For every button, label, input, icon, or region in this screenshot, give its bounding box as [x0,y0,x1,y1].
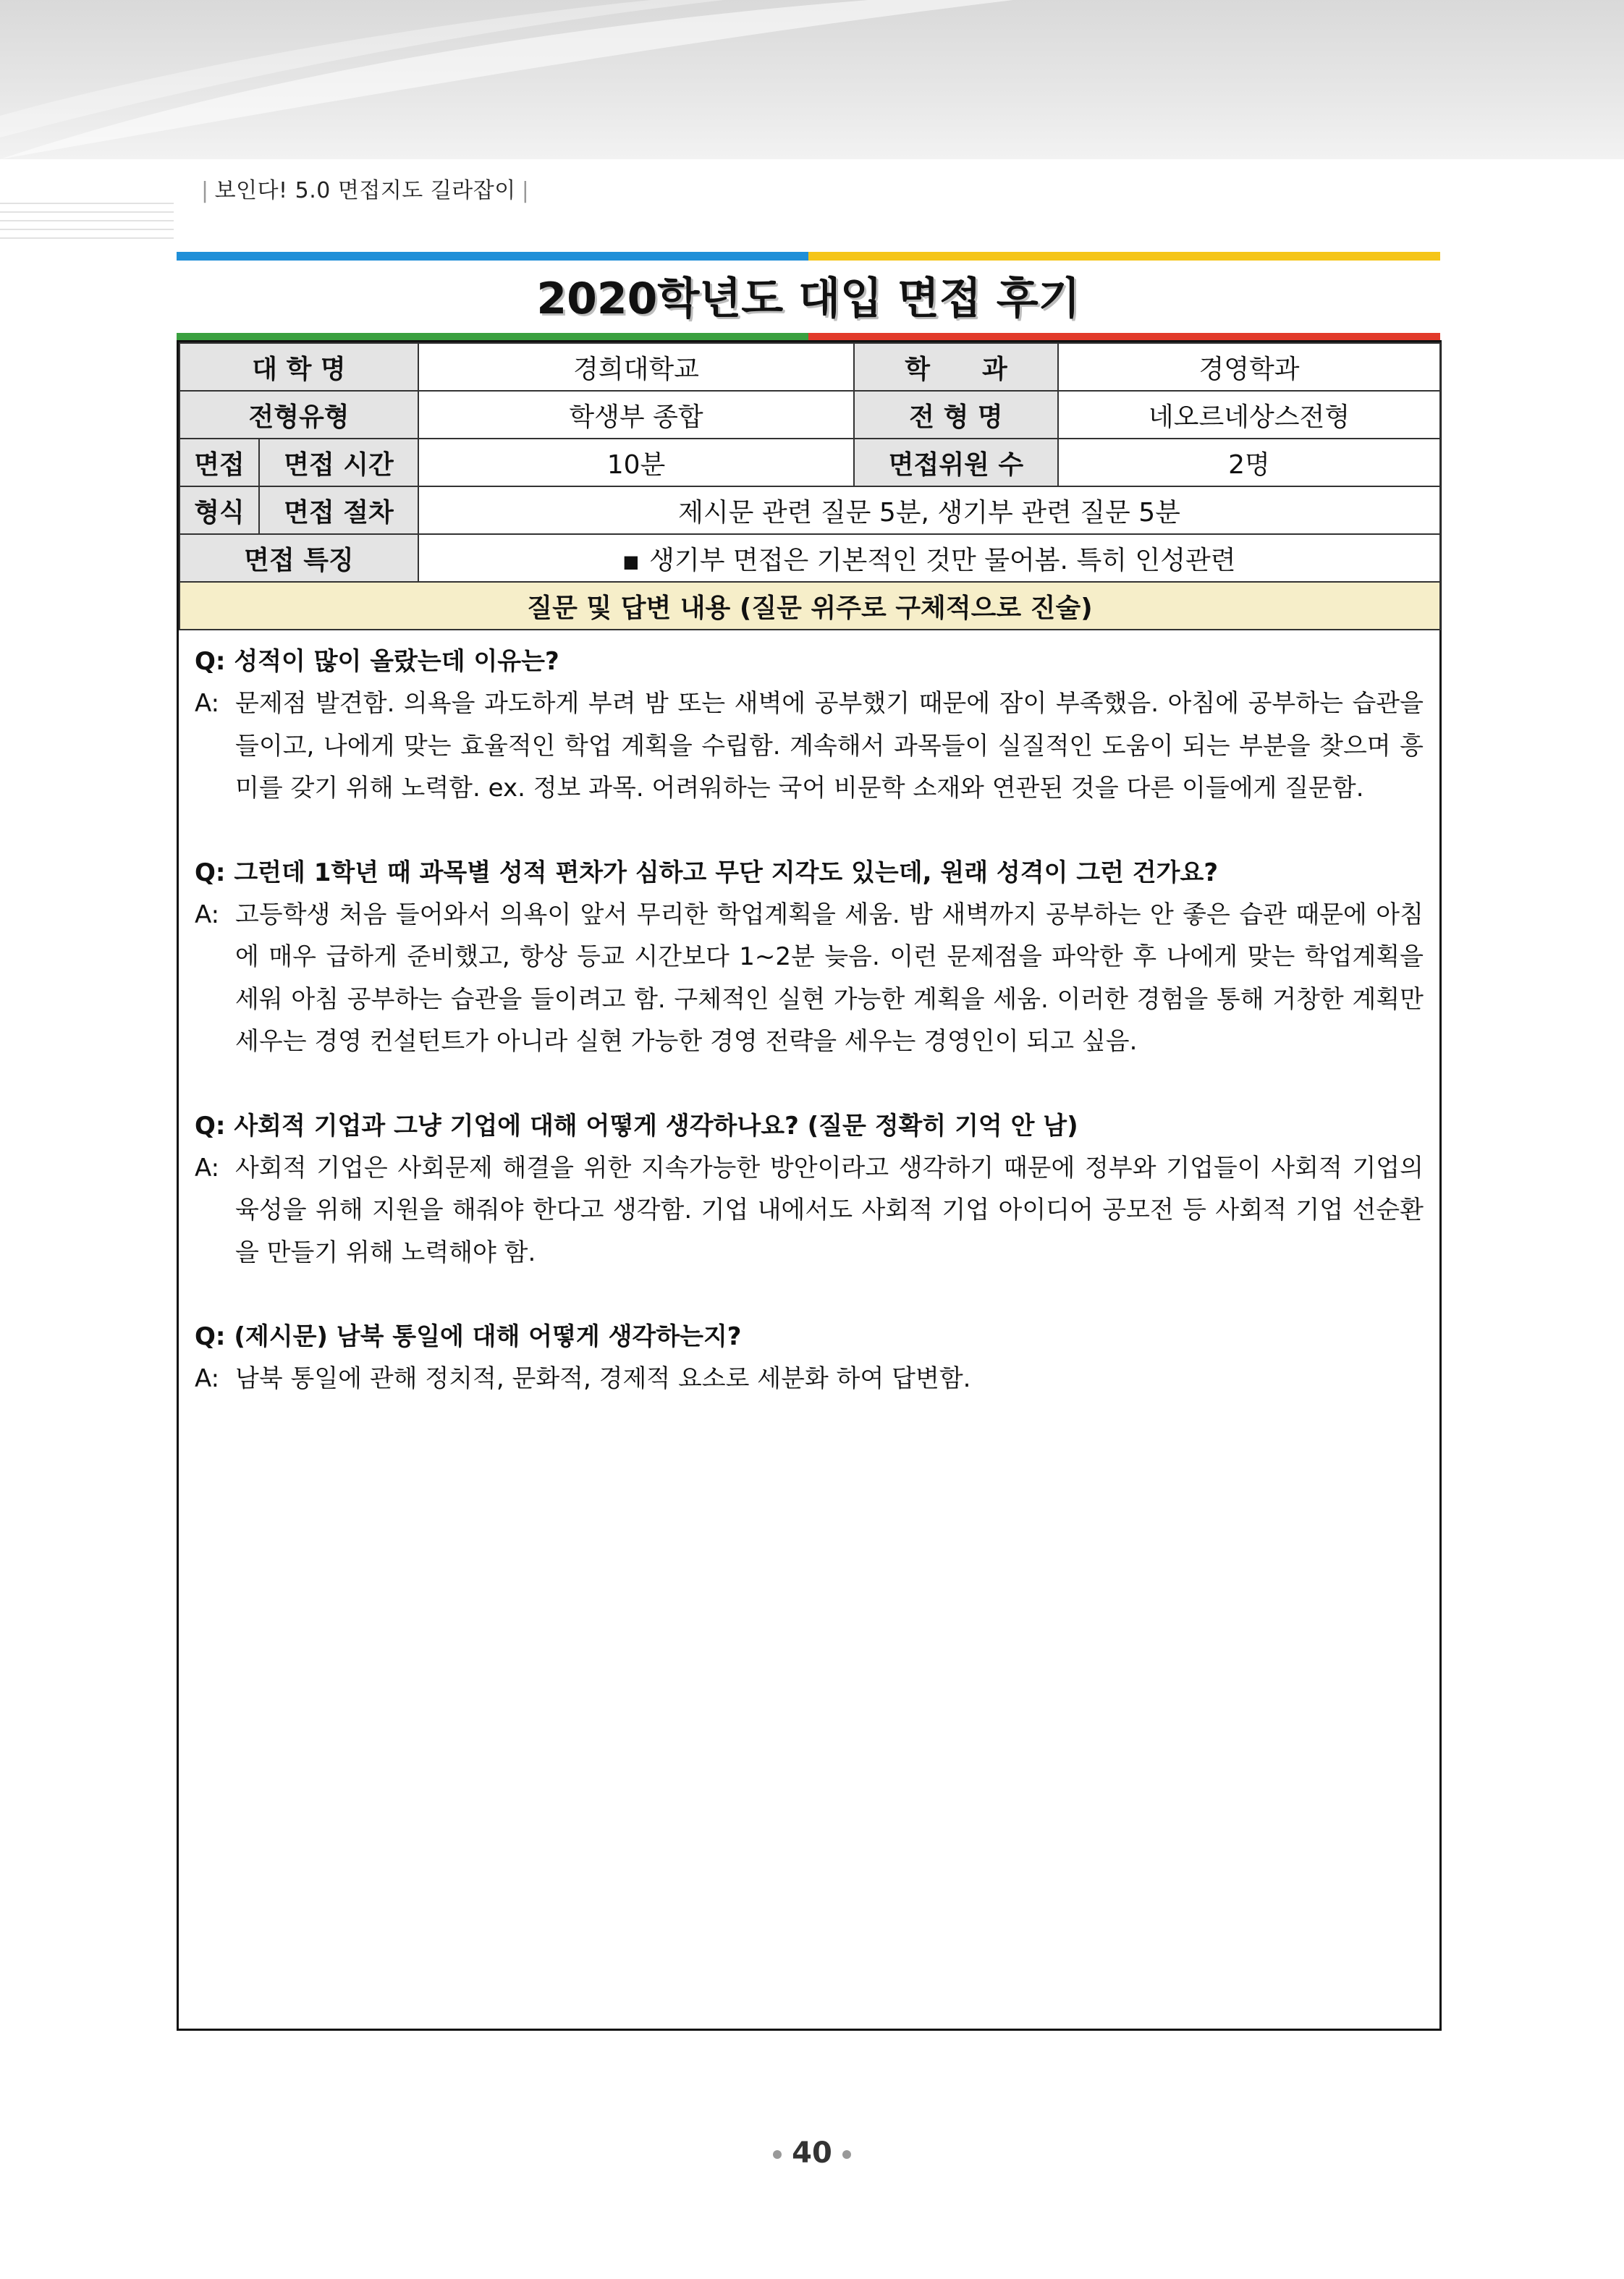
answer-text: 사회적 기업은 사회문제 해결을 위한 지속가능한 방안이라고 생각하기 때문에 정부와 기업들이 사회적 기업의 육성을 위해 지원을 해줘야 한다고 생각함. 기업 내에서도 사회적 기업 아이디어 공모전 등 사회적 기업 선순환을 만들기 위해 노력해야 함. [235,1153,1424,1267]
question: Q: (제시문) 남북 통일에 대해 어떻게 생각하는지? [195,1322,742,1351]
header-background [0,0,1624,159]
color-bar-top [177,252,1440,261]
qa-header: 질문 및 답변 내용 (질문 위주로 구체적으로 진술) [179,582,1440,630]
answer-marker: A: [195,900,220,929]
square-bullet-icon: ■ [622,551,640,572]
department-label: 학 과 [854,343,1058,391]
time-label: 면접 시간 [259,439,418,486]
answer-text: 고등학생 처음 들어와서 의욕이 앞서 무리한 학업계획을 세움. 밤 새벽까지 공부하는 안 좋은 습관 때문에 아침에 매우 급하게 준비했고, 항상 등교 시간보다 1~2분 늦음. 이런 문제점을 파악한 후 나에게 맞는 학업계획을 세워 아침 공부하는 습관을 들이려고 함. 구체적인 실현 가능한 계획을 세움. 이러한 경험을 통해 거창한 계획만 세우는 경영 컨설턴트가 아니라 실현 가능한 경영 전략을 세우는 경영인이 되고 싶음. [235,900,1424,1056]
format-label-1: 면접 [179,439,259,486]
qa-item [195,852,1424,1063]
dot-icon [773,2150,782,2159]
decorative-swoosh [0,0,1624,159]
answer [195,1147,1424,1274]
procedure-label: 면접 절차 [259,486,418,534]
admission-name-label: 전 형 명 [854,391,1058,439]
question: Q: 사회적 기업과 그냥 기업에 대해 어떻게 생각하나요? (질문 정확히 기억 안 남) [195,1111,1078,1141]
answer-text: 문제점 발견함. 의욕을 과도하게 부려 밤 또는 새벽에 공부했기 때문에 잠이 부족했음. 아침에 공부하는 습관을 들이고, 나에게 맞는 효율적인 학업 계획을 수립함. 계속해서 과목들이 실질적인 도움이 되는 부분을 찾으며 흥미를 갖기 위해 노력함. ex. 정보 과목. 어려워하는 국어 비문학 소재와 연관된 것을 다른 이들에게 질문함. [235,689,1424,803]
interview-sheet [177,340,1442,2031]
answer-text: 남북 통일에 관해 정치적, 문화적, 경제적 요소로 세분화 하여 답변함. [235,1364,971,1393]
qa-item [195,1105,1424,1274]
procedure-value: 제시문 관련 질문 5분, 생기부 관련 질문 5분 [418,486,1440,534]
decorative-lines [0,203,174,275]
admission-type-value: 학생부 종합 [418,391,854,439]
dot-icon [842,2150,851,2159]
info-table [179,342,1441,630]
interviewers-value: 2명 [1058,439,1440,486]
answer-marker: A: [195,1364,220,1393]
university-label: 대 학 명 [179,343,418,391]
color-bar-bottom [177,333,1440,340]
page-number: 40 [0,2136,1624,2170]
answer-marker: A: [195,689,220,718]
features-label: 면접 특징 [179,534,418,582]
qa-list [179,630,1439,1400]
answer [195,682,1424,810]
answer-marker: A: [195,1153,220,1183]
features-cell [418,534,1440,582]
department-value: 경영학과 [1058,343,1440,391]
series-label: | 보인다! 5.0 면접지도 길라잡이 | [201,178,530,203]
question: Q: 성적이 많이 올랐는데 이유는? [195,647,559,676]
features-value: 생기부 면접은 기본적인 것만 물어봄. 특히 인성관련 [649,545,1236,575]
format-label-2: 형식 [179,486,259,534]
interviewers-label: 면접위원 수 [854,439,1058,486]
page-title: 2020학년도 대입 면접 후기 [536,274,1080,324]
university-value: 경희대학교 [418,343,854,391]
time-value: 10분 [418,439,854,486]
admission-name-value: 네오르네상스전형 [1058,391,1440,439]
answer [195,1358,1424,1400]
question: Q: 그런데 1학년 때 과목별 성적 편차가 심하고 무단 지각도 있는데, 원래 성격이 그런 건가요? [195,858,1219,887]
answer [195,894,1424,1063]
admission-type-label: 전형유형 [179,391,418,439]
qa-item [195,1316,1424,1400]
qa-item [195,640,1424,810]
